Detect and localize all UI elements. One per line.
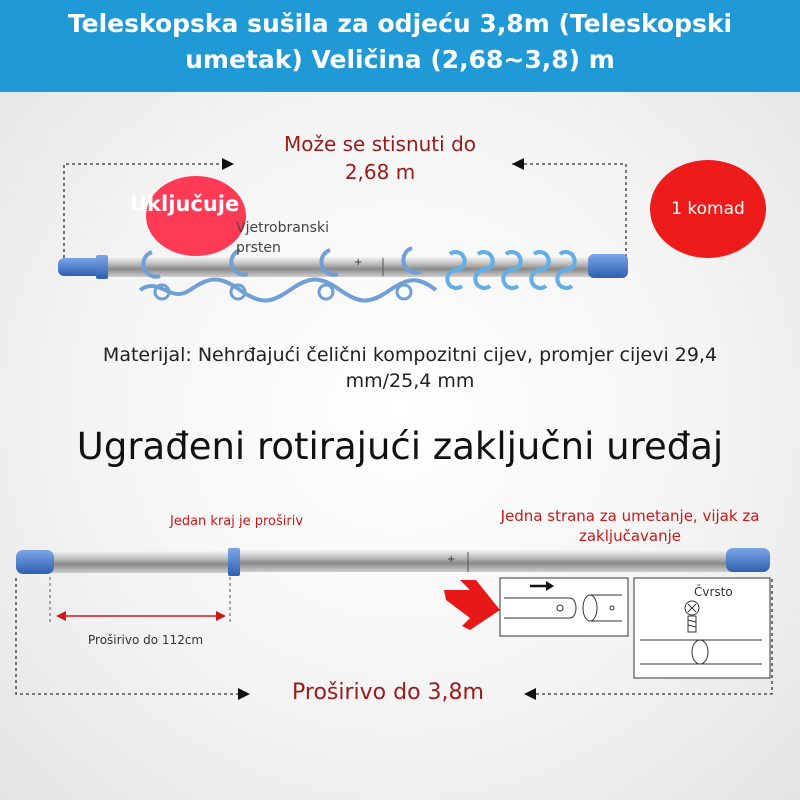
arrow-left-icon [524,688,536,700]
extend-38-label: Proširivo do 3,8m [292,680,484,705]
bottom-rod [16,548,770,576]
quantity-badge: 1 komad [650,160,766,258]
arrow-left-icon [512,158,524,170]
svg-text:+: + [354,257,363,268]
spiral-cord [140,280,436,301]
extend-112-label: Proširivo do 112cm [88,633,204,647]
arrow-right-icon [222,158,234,170]
extendable-end-label: Jedan kraj je proširiv [170,514,304,529]
insertion-detail [500,578,628,636]
windproof-ring-label: Vjetrobranski prsten [236,220,329,256]
svg-text:+: + [447,554,456,565]
extension-112-dimension [50,577,230,624]
lock-device-heading: Ugrađeni rotirajući zaključni uređaj [76,425,724,468]
includes-bubble [146,176,246,256]
banner-title: Teleskopska sušila za odjeću 3,8m (Teleskopski umetak) Veličina (2,68~3,8) m [67,9,733,74]
red-arrow-icon [444,580,500,630]
compress-label: Može se stisnuti do 2,68 m [283,132,476,184]
arrow-right-icon [238,688,250,700]
insert-side-label: Jedna strana za umetanje, vijak za zaključavanje [500,507,760,545]
includes-label: Uključuje [130,192,240,216]
firm-label: Čvrsto [694,585,733,599]
material-description: Materijal: Nehrđajući čelični kompozitni cijev, promjer cijevi 29,4 mm/25,4 mm [102,344,718,392]
